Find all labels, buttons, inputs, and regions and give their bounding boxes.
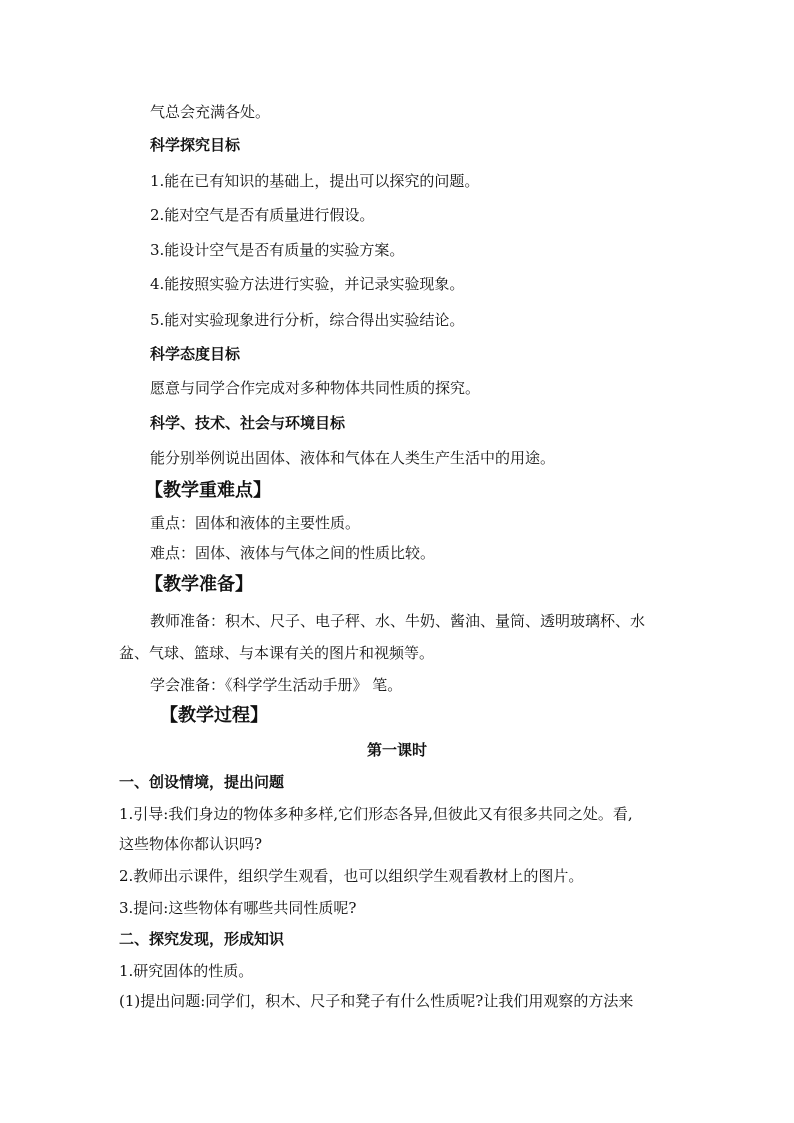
text-line: 1.引导:我们身边的物体多种多样,它们形态各异,但彼此又有很多共同之处。看, — [119, 805, 633, 823]
text-line: 3.提问:这些物体有哪些共同性质呢? — [119, 899, 357, 917]
section-heading: 科学态度目标 — [150, 345, 241, 363]
text-line: 愿意与同学合作完成对多种物体共同性质的探究。 — [150, 379, 481, 397]
lesson-title: 第一课时 — [366, 741, 427, 759]
text-line: 5.能对实验现象进行分析，综合得出实验结论。 — [150, 311, 465, 329]
text-line: 难点：固体、液体与气体之间的性质比较。 — [150, 544, 436, 562]
text-line: 教师准备：积木、尺子、电子秤、水、牛奶、酱油、量筒、透明玻璃杯、水 — [150, 612, 646, 630]
text-line: 4.能按照实验方法进行实验，并记录实验现象。 — [150, 275, 465, 293]
text-line: 2.教师出示课件，组织学生观看，也可以组织学生观看教材上的图片。 — [119, 867, 584, 885]
text-line: 重点：固体和液体的主要性质。 — [150, 514, 361, 532]
section-heading: 科学探究目标 — [150, 136, 241, 154]
text-line: 能分别举例说出固体、液体和气体在人类生产生活中的用途。 — [150, 449, 556, 467]
text-line: (1)提出问题:同学们，积木、尺子和凳子有什么性质呢?让我们用观察的方法来 — [119, 992, 634, 1010]
section-heading: 一、创设情境，提出问题 — [119, 773, 285, 791]
text-line: 2.能对空气是否有质量进行假设。 — [150, 206, 375, 224]
text-line: 盆、气球、篮球、与本课有关的图片和视频等。 — [119, 644, 435, 662]
bracket-heading: 【教学过程】 — [160, 705, 268, 726]
bracket-heading: 【教学准备】 — [145, 574, 253, 595]
text-line: 这些物体你都认识吗? — [119, 835, 263, 853]
text-line: 1.能在已有知识的基础上，提出可以探究的问题。 — [150, 172, 480, 190]
section-heading: 二、探究发现，形成知识 — [119, 930, 285, 948]
section-heading: 科学、技术、社会与环境目标 — [150, 414, 346, 432]
text-line: 1.研究固体的性质。 — [119, 962, 254, 980]
bracket-heading: 【教学重难点】 — [145, 480, 271, 501]
text-line: 气总会充满各处。 — [150, 103, 271, 121]
text-line: 3.能设计空气是否有质量的实验方案。 — [150, 241, 405, 259]
text-line: 学会准备：《科学学生活动手册》 笔。 — [150, 676, 403, 694]
